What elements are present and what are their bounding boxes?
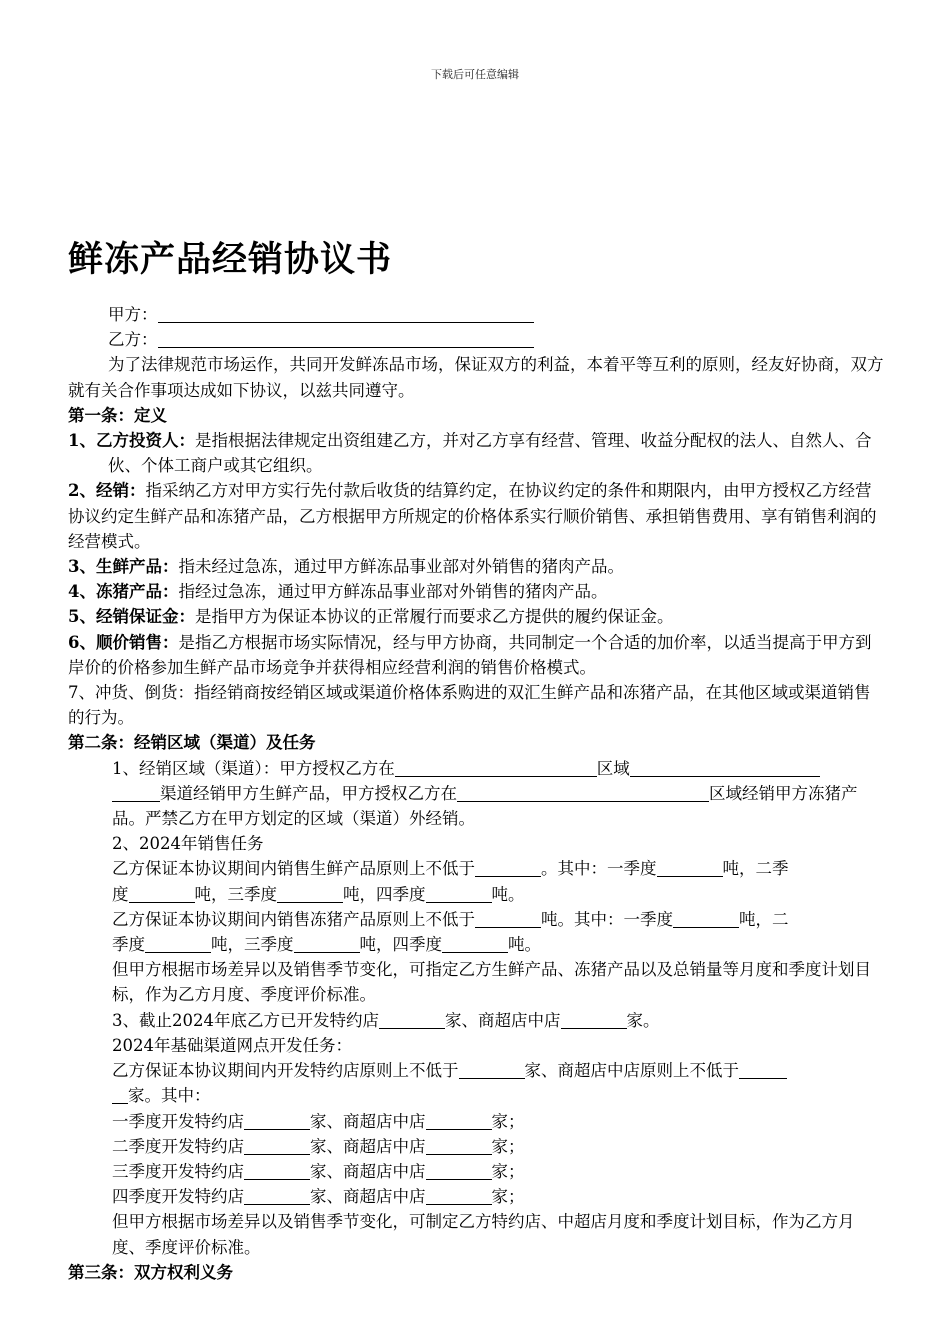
party-b-blank [158,329,534,348]
region-clause-text-c: 渠道经销甲方生鲜产品，甲方授权乙方在 [160,783,457,803]
article-2-heading: 第二条：经销区域（渠道）及任务 [68,733,316,753]
frozen-sales-task [68,907,884,957]
quarter-1-special-blank [244,1111,310,1130]
quarter-1-mall-blank [426,1111,492,1130]
definition-1-term: 1、乙方投资人： [68,431,195,451]
quarter-3-mid: 家、商超店中店 [310,1161,426,1181]
quarter-3-special-blank [244,1161,310,1180]
quarter-3-task [68,1159,884,1184]
fresh-task-text-g: 吨。 [491,884,525,904]
fresh-q1-blank [657,858,723,877]
fresh-sales-task [68,856,884,906]
fresh-q3-blank [277,884,343,903]
definition-3-text: 指未经过急冻，通过甲方鲜冻品事业部对外销售的猪肉产品。 [178,557,624,577]
definition-3-term: 3、生鲜产品： [68,557,179,577]
party-a-label: 甲方： [108,305,158,324]
frozen-q1-blank [673,909,739,928]
fresh-task-text-a: 乙方保证本协议期间内销售生鲜产品原则上不低于 [112,859,475,879]
quarter-1-label: 一季度开发特约店 [112,1111,244,1131]
definition-4-text: 指经过急冻，通过甲方鲜冻品事业部对外销售的猪肉产品。 [178,582,608,602]
frozen-task-text-a: 乙方保证本协议期间内销售冻猪产品原则上不低于 [112,909,475,929]
frozen-total-blank [475,909,541,928]
region-clause-text-a: 1、经销区域（渠道）：甲方授权乙方在 [112,758,395,778]
quarter-4-task [68,1184,884,1209]
frozen-q3-blank [294,934,360,953]
definition-1 [68,428,884,478]
store-dev-blank-2-cont [112,1085,128,1104]
fresh-task-text-b: 。其中：一季度 [541,859,657,879]
frozen-task-text-e: 吨，三季度 [211,935,294,955]
quarter-2-mall-blank [426,1136,492,1155]
store-dev-blank-2 [739,1060,787,1079]
region-blank-3 [457,783,709,802]
region-blank-2 [630,758,820,777]
fresh-task-text-e: 吨，三季度 [194,884,277,904]
store-dev-text-a: 乙方保证本协议期间内开发特约店原则上不低于 [112,1061,459,1081]
region-blank-1 [395,758,597,777]
document-body [68,302,884,1285]
quarter-4-end: 家； [491,1187,525,1207]
definition-2 [68,478,884,554]
store-task-note: 但甲方根据市场差异以及销售季节变化，可制定乙方特约店、中超店月度和季度计划目标，作为乙方月度、季度评价标准。 [112,1212,855,1257]
sales-task-note: 但甲方根据市场差异以及销售季节变化，可指定乙方生鲜产品、冻猪产品以及总销量等月度和季度计划目标，作为乙方月度、季度评价标准。 [112,960,871,1005]
article-1-heading: 第一条：定义 [68,405,167,425]
developed-stores-clause [68,1008,884,1033]
developed-stores-text-a: 3、截止2024年底乙方已开发特约店 [112,1010,379,1030]
developed-stores-text-c: 家。 [626,1010,660,1030]
frozen-task-text-g: 吨。 [508,935,541,955]
quarter-4-special-blank [244,1186,310,1205]
quarter-1-task [68,1109,884,1134]
definition-2-text: 指采纳乙方对甲方实行先付款后收货的结算约定，在协议约定的条件和期限内，由甲方授权乙方经营协议约定生鲜产品和冻猪产品，乙方根据甲方所规定的价格体系实行顺价销售、承担销售费用、享有销售利润的经营模式。 [68,481,877,551]
party-a-blank [158,304,534,323]
quarter-1-end: 家； [491,1111,525,1131]
region-clause-text-b: 区域 [596,758,630,778]
mall-stores-blank [561,1010,627,1029]
quarter-2-task [68,1134,884,1159]
region-clause-text-d: 区域经销甲方冻猪产品。严禁乙方在甲方划定的区域（渠道）外经销。 [112,783,858,829]
fresh-q2-blank [129,884,195,903]
frozen-q4-blank [442,934,508,953]
region-clause [68,756,884,832]
special-stores-blank [379,1010,445,1029]
definition-6 [68,630,884,680]
frozen-task-text-f: 吨，四季度 [359,935,442,955]
developed-stores-text-b: 家、商超店中店 [445,1010,561,1030]
definition-3 [68,554,884,579]
quarter-4-mall-blank [426,1186,492,1205]
fresh-q4-blank [426,884,492,903]
definition-4-term: 4、冻猪产品： [68,582,179,602]
store-dev-text-b: 家、商超店中店原则上不低于 [524,1061,739,1081]
quarter-2-special-blank [244,1136,310,1155]
quarter-1-mid: 家、商超店中店 [310,1111,426,1131]
definition-7: 7、冲货、倒货：指经销商按经销区域或渠道价格体系购进的双汇生鲜产品和冻猪产品，在其他区域或渠道销售的行为。 [68,683,871,728]
fresh-task-text-c: 吨，二季 [722,859,789,879]
quarter-3-label: 三季度开发特约店 [112,1161,244,1181]
party-a-line [68,302,884,327]
document-title: 鲜冻产品经销协议书 [68,240,393,280]
definition-6-term: 6、顺价销售： [68,632,179,652]
fresh-task-text-f: 吨，四季度 [343,884,426,904]
quarter-3-mall-blank [426,1161,492,1180]
article-3-heading: 第三条：双方权利义务 [68,1262,233,1282]
frozen-task-text-d: 季度 [112,935,145,955]
party-b-label: 乙方： [108,330,158,350]
definition-5-text: 是指甲方为保证本协议的正常履行而要求乙方提供的履约保证金。 [194,607,674,627]
sales-task-title: 2、2024年销售任务 [112,834,264,854]
quarter-2-end: 家； [491,1136,525,1156]
definition-2-term: 2、经销： [68,481,146,501]
frozen-q2-blank [145,934,211,953]
definition-5-term: 5、经销保证金： [68,607,195,627]
definition-6-text: 是指乙方根据市场实际情况，经与甲方协商，共同制定一个合适的加价率，以适当提高于甲方到岸价的价格参加生鲜产品市场竞争并获得相应经营利润的销售价格模式。 [68,632,872,677]
store-dev-blank-1 [459,1060,525,1079]
frozen-task-text-b: 吨。其中：一季度 [541,909,673,929]
party-b-line [68,327,884,352]
fresh-total-blank [475,858,541,877]
intro-paragraph: 为了法律规范市场运作，共同开发鲜冻品市场，保证双方的利益，本着平等互利的原则，经友好协商，双方就有关合作事项达成如下协议，以兹共同遵守。 [68,355,884,400]
base-channel-title: 2024年基础渠道网点开发任务： [112,1035,352,1055]
frozen-task-text-c: 吨，二 [739,909,789,929]
quarter-2-mid: 家、商超店中店 [310,1136,426,1156]
quarter-4-mid: 家、商超店中店 [310,1187,426,1207]
definition-5 [68,604,884,629]
store-dev-text-c: 家。其中： [128,1086,211,1106]
definition-4 [68,579,884,604]
quarter-4-label: 四季度开发特约店 [112,1187,244,1207]
store-development-task [68,1058,884,1108]
header-note: 下载后可任意编辑 [431,68,519,81]
quarter-3-end: 家； [491,1161,525,1181]
fresh-task-text-d: 度 [112,884,129,904]
channel-blank [112,783,160,802]
definition-1-text: 是指根据法律规定出资组建乙方，并对乙方享有经营、管理、收益分配权的法人、自然人、合伙、个体工商户或其它组织。 [108,431,872,476]
quarter-2-label: 二季度开发特约店 [112,1136,244,1156]
